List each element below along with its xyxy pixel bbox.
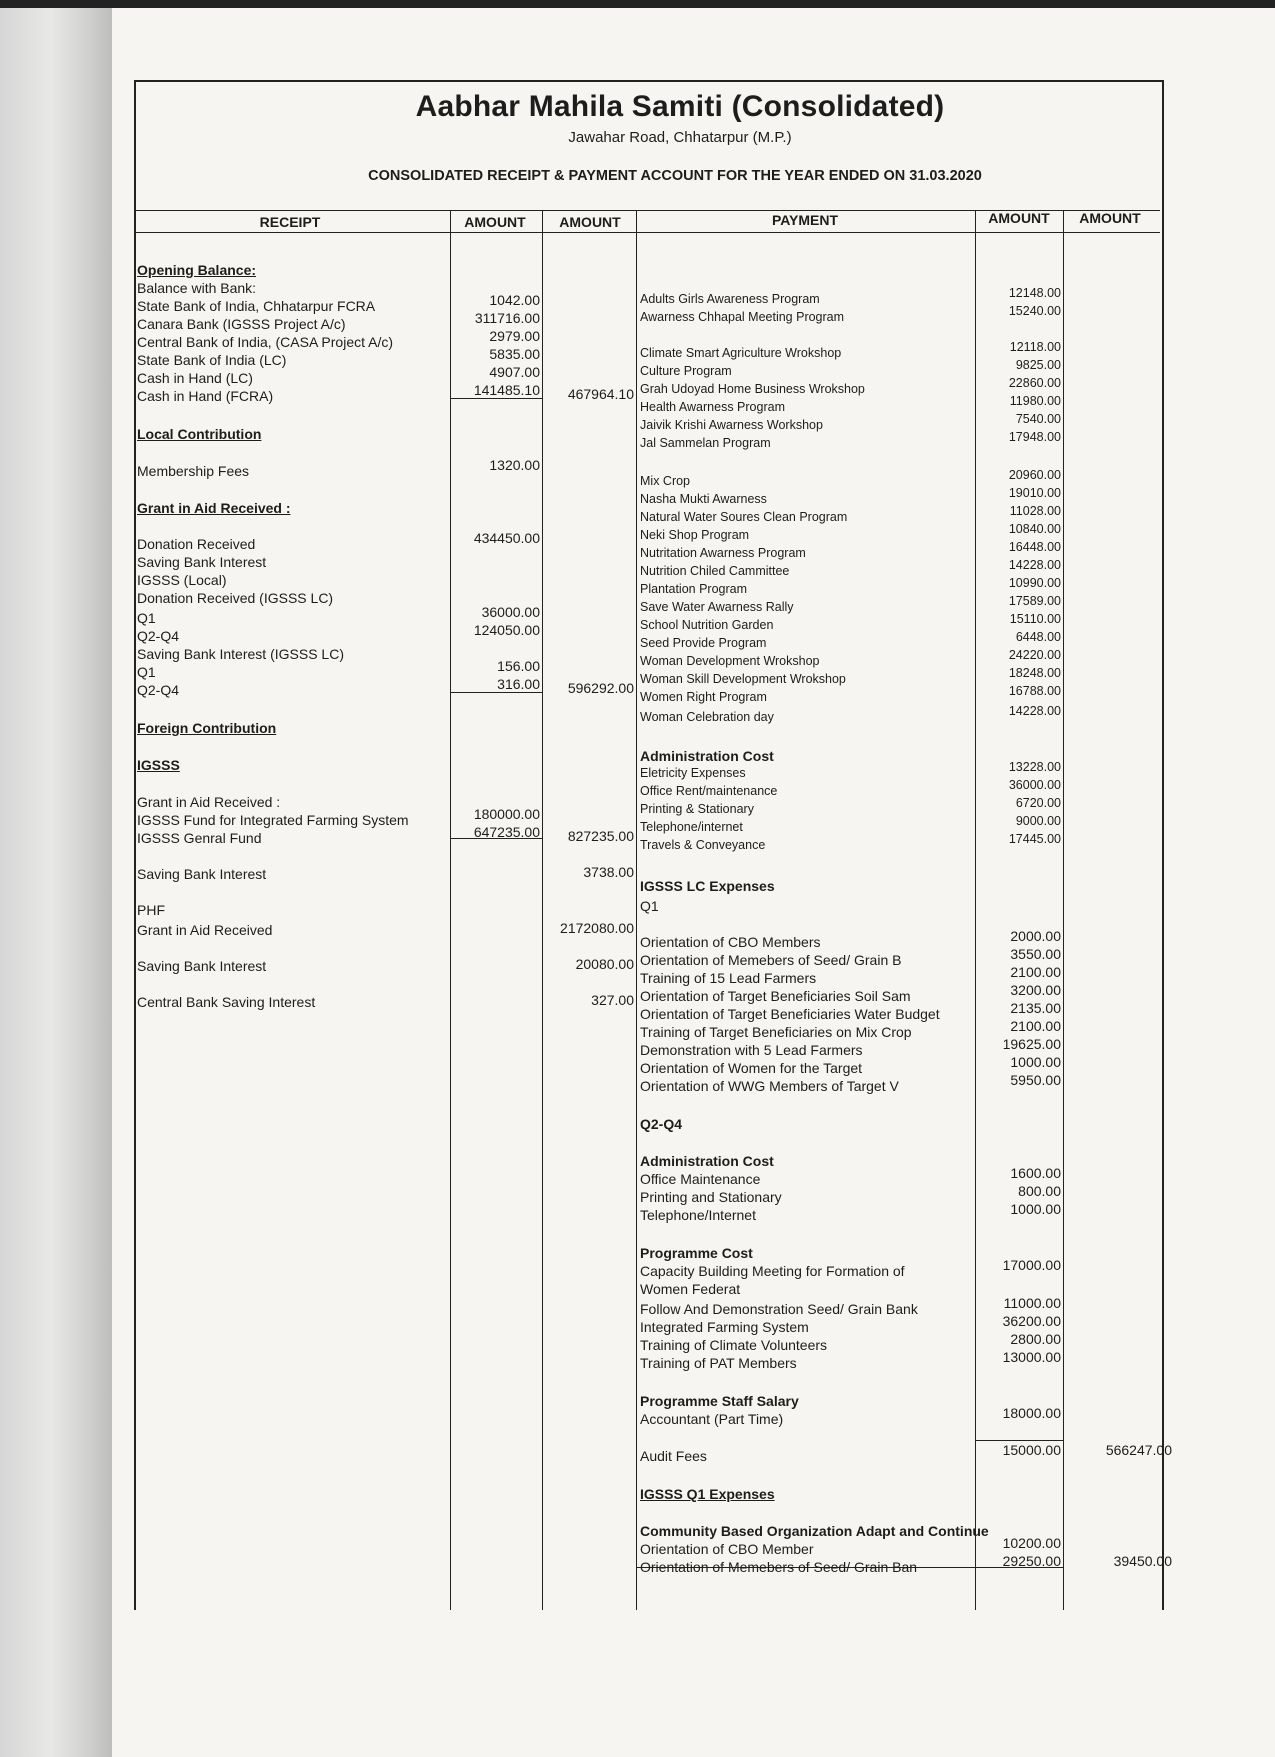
receipt-total: 327.00 — [591, 992, 634, 1008]
subtotal-rule — [975, 1440, 1063, 1441]
receipt-label: Donation Received — [137, 536, 256, 552]
receipt-label: Q1 — [137, 610, 156, 626]
receipt-label: PHF — [137, 902, 165, 918]
receipt-label: Local Contribution — [137, 426, 262, 442]
payment-label: Woman Development Wrokshop — [640, 654, 820, 668]
payment-label: Health Awarness Program — [640, 400, 785, 414]
col-rule-4 — [975, 210, 976, 1610]
payment-amount: 3550.00 — [1010, 946, 1061, 962]
payment-label: Orientation of Women for the Target — [640, 1060, 863, 1076]
payment-amount: 5950.00 — [1010, 1072, 1061, 1088]
payment-label: Women Right Program — [640, 690, 767, 704]
receipt-label: IGSSS — [137, 757, 180, 773]
receipt-label: Q2-Q4 — [137, 628, 180, 644]
subtotal-rule — [450, 692, 542, 693]
receipt-label: Opening Balance: — [137, 262, 257, 278]
payment-label: Follow And Demonstration Seed/ Grain Bank — [640, 1301, 918, 1317]
receipt-label: Cash in Hand (LC) — [137, 370, 253, 386]
payment-amount: 1600.00 — [1010, 1165, 1061, 1181]
receipt-total: 20080.00 — [575, 956, 634, 972]
payment-label: Orientation of Memebers of Seed/ Grain B — [640, 952, 902, 968]
payment-amount: 15110.00 — [1009, 612, 1061, 626]
col-rule-2 — [542, 210, 543, 1610]
payment-amount: 2100.00 — [1010, 1018, 1061, 1034]
payment-amount: 17589.00 — [1008, 594, 1061, 608]
payment-label: Programme Staff Salary — [640, 1393, 799, 1409]
payment-label: Integrated Farming System — [640, 1319, 809, 1335]
payment-total: 566247.00 — [1105, 1442, 1172, 1458]
receipt-label: Central Bank Saving Interest — [137, 994, 316, 1010]
payment-label: Jaivik Krishi Awarness Workshop — [640, 418, 823, 432]
receipt-amount: 1320.00 — [489, 457, 540, 473]
payment-label: Orientation of WWG Members of Target V — [640, 1078, 899, 1094]
payment-label: Neki Shop Program — [640, 528, 750, 542]
payment-label: Printing & Stationary — [640, 802, 754, 816]
payment-label: Grah Udoyad Home Business Wrokshop — [640, 382, 865, 396]
payment-label: Jal Sammelan Program — [640, 436, 771, 450]
receipt-label: Saving Bank Interest — [137, 554, 267, 570]
payment-label: Community Based Organization Adapt and Continue — [640, 1523, 989, 1539]
payment-amount: 2135.00 — [1010, 1000, 1061, 1016]
payment-amount: 36000.00 — [1008, 778, 1061, 792]
payment-label: Audit Fees — [640, 1448, 707, 1464]
payment-label: Demonstration with 5 Lead Farmers — [640, 1042, 863, 1058]
receipt-amount: 1042.00 — [489, 292, 540, 308]
payment-amount: 10840.00 — [1008, 522, 1061, 536]
payment-amount: 6720.00 — [1015, 796, 1061, 810]
receipt-amount: 36000.00 — [481, 604, 540, 620]
receipt-label: Grant in Aid Received — [137, 922, 273, 938]
receipt-label: IGSSS Fund for Integrated Farming System — [137, 812, 409, 828]
header-bottom-rule — [134, 232, 1160, 233]
payment-amount: 13000.00 — [1002, 1349, 1061, 1365]
organization-title: Aabhar Mahila Samiti (Consolidated) — [415, 90, 945, 123]
payment-label: IGSSS Q1 Expenses — [640, 1486, 775, 1502]
receipt-label: Grant in Aid Received : — [137, 500, 291, 516]
payment-amount: 7540.00 — [1015, 412, 1061, 426]
receipt-label: State Bank of India (LC) — [137, 352, 287, 368]
receipt-total: 827235.00 — [567, 828, 634, 844]
payment-label: Training of PAT Members — [640, 1355, 797, 1371]
payment-amount: 15000.00 — [1002, 1442, 1061, 1458]
receipt-amount: 4907.00 — [489, 364, 540, 380]
payment-amount: 14228.00 — [1008, 558, 1061, 572]
payment-amount: 10200.00 — [1002, 1535, 1061, 1551]
col-amount-4: AMOUNT — [1079, 210, 1141, 226]
payment-label: Save Water Awarness Rally — [640, 600, 794, 614]
payment-amount: 17000.00 — [1002, 1257, 1061, 1273]
receipt-label: Saving Bank Interest (IGSSS LC) — [137, 646, 344, 662]
col-rule-1 — [450, 210, 451, 1610]
payment-label: Telephone/internet — [640, 820, 743, 834]
payment-label: Orientation of Target Beneficiaries Water Budget — [640, 1006, 940, 1022]
subtotal-rule — [450, 398, 542, 399]
payment-label: Climate Smart Agriculture Wrokshop — [640, 346, 842, 360]
payment-label: Travels & Conveyance — [640, 838, 766, 852]
receipt-amount: 434450.00 — [473, 530, 540, 546]
payment-amount: 15240.00 — [1008, 304, 1061, 318]
payment-amount: 2800.00 — [1010, 1331, 1061, 1347]
payment-label: Natural Water Soures Clean Program — [640, 510, 848, 524]
receipt-amount: 124050.00 — [473, 622, 540, 638]
receipt-label: IGSSS (Local) — [137, 572, 227, 588]
payment-label: Adults Girls Awareness Program — [640, 292, 820, 306]
payment-amount: 24220.00 — [1008, 648, 1061, 662]
payment-amount: 3200.00 — [1010, 982, 1061, 998]
payment-label: Seed Provide Program — [640, 636, 767, 650]
receipt-total: 2172080.00 — [560, 920, 634, 936]
receipt-total: 596292.00 — [567, 680, 634, 696]
col-amount-2: AMOUNT — [559, 214, 621, 230]
organization-address: Jawahar Road, Chhatarpur (M.P.) — [568, 129, 792, 146]
receipt-amount: 156.00 — [497, 658, 540, 674]
receipt-label: Saving Bank Interest — [137, 866, 267, 882]
payment-amount: 29250.00 — [1002, 1553, 1061, 1569]
receipt-label: Foreign Contribution — [137, 720, 277, 736]
book-binding-shadow — [0, 0, 112, 1757]
payment-label: Nutritation Awarness Program — [640, 546, 806, 560]
payment-amount: 2100.00 — [1010, 964, 1061, 980]
payment-label: Awarness Chhapal Meeting Program — [640, 310, 845, 324]
payment-amount: 22860.00 — [1008, 376, 1061, 390]
payment-amount: 9825.00 — [1015, 358, 1061, 372]
payment-amount: 6448.00 — [1015, 630, 1061, 644]
payment-label: Programme Cost — [640, 1245, 753, 1261]
payment-amount: 13228.00 — [1008, 760, 1061, 774]
col-amount-3: AMOUNT — [988, 210, 1050, 226]
payment-amount: 36200.00 — [1002, 1313, 1061, 1329]
receipt-label: Donation Received (IGSSS LC) — [137, 590, 334, 606]
receipt-amount: 316.00 — [497, 676, 540, 692]
receipt-total: 3738.00 — [583, 864, 634, 880]
col-payment: PAYMENT — [771, 212, 839, 228]
payment-label: Eletricity Expenses — [640, 766, 746, 780]
payment-label: Administration Cost — [640, 748, 774, 764]
payment-amount: 16448.00 — [1008, 540, 1061, 554]
payment-label: IGSSS LC Expenses — [640, 878, 775, 894]
payment-label: Woman Celebration day — [640, 710, 774, 724]
payment-label: Training of Climate Volunteers — [640, 1337, 828, 1353]
payment-amount: 16788.00 — [1008, 684, 1061, 698]
receipt-label: Balance with Bank: — [137, 280, 257, 296]
payment-label: Printing and Stationary — [640, 1189, 782, 1205]
col-rule-5 — [1063, 210, 1064, 1610]
payment-label: Plantation Program — [640, 582, 748, 596]
scan-top-edge — [0, 0, 1275, 8]
payment-amount: 18000.00 — [1002, 1405, 1061, 1421]
payment-amount: 10990.00 — [1008, 576, 1061, 590]
receipt-amount: 180000.00 — [473, 806, 540, 822]
payment-amount: 2000.00 — [1010, 928, 1061, 944]
col-rule-3 — [636, 210, 637, 1610]
receipt-amount: 647235.00 — [473, 824, 540, 840]
payment-label: Mix Crop — [640, 474, 691, 488]
col-receipt: RECEIPT — [259, 214, 321, 230]
payment-amount: 14228.00 — [1008, 704, 1061, 718]
receipt-amount: 5835.00 — [489, 346, 540, 362]
payment-amount: 17948.00 — [1008, 430, 1061, 444]
payment-label: Q2-Q4 — [640, 1116, 683, 1132]
payment-amount: 12118.00 — [1009, 340, 1061, 354]
payment-label: Administration Cost — [640, 1153, 774, 1169]
payment-amount: 11980.00 — [1009, 394, 1061, 408]
payment-amount: 11000.00 — [1003, 1295, 1061, 1311]
payment-label: Capacity Building Meeting for Formation of — [640, 1263, 905, 1279]
payment-label: Accountant (Part Time) — [640, 1411, 784, 1427]
payment-label: Orientation of CBO Members — [640, 934, 821, 950]
payment-amount: 11028.00 — [1009, 504, 1061, 518]
receipt-label: Cash in Hand (FCRA) — [137, 388, 274, 404]
payment-label: Telephone/Internet — [640, 1207, 756, 1223]
receipt-amount: 311716.00 — [474, 310, 540, 326]
receipt-label: Q1 — [137, 664, 156, 680]
receipt-amount: 141485.10 — [473, 382, 540, 398]
receipt-label: Q2-Q4 — [137, 682, 180, 698]
payment-label: Office Rent/maintenance — [640, 784, 778, 798]
payment-amount: 1000.00 — [1010, 1054, 1061, 1070]
payment-label: Training of 15 Lead Farmers — [640, 970, 817, 986]
receipt-label: State Bank of India, Chhatarpur FCRA — [137, 298, 376, 314]
receipt-label: Membership Fees — [137, 463, 250, 479]
payment-label: Nasha Mukti Awarness — [640, 492, 767, 506]
payment-amount: 12148.00 — [1008, 286, 1061, 300]
payment-amount: 18248.00 — [1008, 666, 1061, 680]
payment-amount: 19010.00 — [1008, 486, 1061, 500]
receipt-label: Saving Bank Interest — [137, 958, 267, 974]
payment-label: Q1 — [640, 898, 659, 914]
payment-total: 39450.00 — [1113, 1553, 1172, 1569]
statement-heading: CONSOLIDATED RECEIPT & PAYMENT ACCOUNT FOR THE YEAR ENDED ON 31.03.2020 — [368, 168, 982, 184]
payment-amount: 9000.00 — [1015, 814, 1061, 828]
receipt-label: Grant in Aid Received : — [137, 794, 281, 810]
receipt-amount: 2979.00 — [489, 328, 540, 344]
col-amount-1: AMOUNT — [464, 214, 526, 230]
payment-amount: 1000.00 — [1010, 1201, 1061, 1217]
receipt-label: Central Bank of India, (CASA Project A/c) — [137, 334, 394, 350]
payment-label: Woman Skill Development Wrokshop — [640, 672, 846, 686]
receipt-label: Canara Bank (IGSSS Project A/c) — [137, 316, 346, 332]
receipt-total: 467964.10 — [567, 386, 634, 402]
payment-amount: 17445.00 — [1008, 832, 1061, 846]
payment-label: Orientation of Target Beneficiaries Soil Sam — [640, 988, 911, 1004]
payment-label: Culture Program — [640, 364, 732, 378]
payment-label: Training of Target Beneficiaries on Mix Crop — [640, 1024, 912, 1040]
payment-label: Orientation of Memebers of Seed/ Grain Ban — [640, 1559, 918, 1575]
payment-label: School Nutrition Garden — [640, 618, 774, 632]
payment-amount: 19625.00 — [1002, 1036, 1061, 1052]
payment-amount: 20960.00 — [1008, 468, 1061, 482]
payment-label: Women Federat — [640, 1281, 741, 1297]
payment-amount: 800.00 — [1018, 1183, 1061, 1199]
receipt-label: IGSSS Genral Fund — [137, 830, 262, 846]
payment-label: Office Maintenance — [640, 1171, 761, 1187]
payment-label: Nutrition Chiled Cammittee — [640, 564, 790, 578]
payment-label: Orientation of CBO Member — [640, 1541, 814, 1557]
